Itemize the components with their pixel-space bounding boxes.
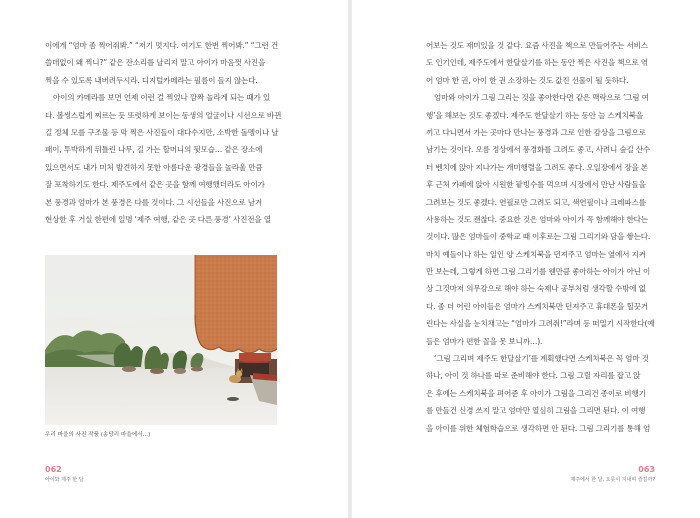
- text-line: 아이의 카메라를 보면 언제 이런 걸 찍었나 깜짝 놀라게 되는 때가 있: [53, 93, 271, 103]
- text-line: 만 보는데, 그렇게 하면 그림 그리기를 웬만큼 좋아하는 아이가 아닌 이: [426, 267, 651, 277]
- text-line: 현상한 후 거실 한편에 일명 ‘제주 여행, 같은 곳 다른 풍경’ 사진전을 열: [45, 214, 271, 224]
- page-number: 062: [45, 465, 62, 474]
- text-line: 들은 엄마가 편한 꼴을 못 보니까…).: [426, 336, 543, 346]
- text-line: 행’을 해보는 것도 좋겠다. 제주도 한달살기 하는 동안 늘 스케치북을: [426, 110, 644, 120]
- right-body-text: [426, 37, 654, 437]
- text-line: 있으면서도 내가 미처 발견하지 못한 아름다운 광경들을 놀라울 만큼: [45, 162, 263, 172]
- village-photo-image: [45, 255, 277, 425]
- text-line: 어보는 것도 재미있을 것 같다. 요즘 사진을 책으로 만들어주는 서비스: [426, 41, 648, 50]
- text-line: 끼고 다니면서 가는 곳마다 만나는 풍경과 그로 인한 감상을 그림으로: [426, 127, 646, 137]
- running-head: 제주에서 한 달, 오롯이 지내며 즐길까?: [570, 477, 655, 483]
- village-photo: [45, 255, 277, 425]
- text-line: 남기는 것이다. 오름 정상에서 풍경화를 그려도 좋고, 사려니 숲길 산수: [426, 145, 651, 155]
- text-line: 상 그것마저 의무감으로 해야 하는 숙제나 공부처럼 생각할 수밖에 없: [426, 284, 646, 294]
- text-line: 길 정체 모를 구조물 등 막 찍은 사진들이 대다수지만, 소박한 돌멩이나 날: [45, 127, 279, 137]
- photo-caption: 우리 마을의 사진 작품 (송당리 마을에서…): [45, 432, 151, 438]
- text-line: 을 아이를 위한 체험학습으로 생각하면 안 된다. 그림 그리기를 통해 엄: [426, 423, 651, 433]
- text-line: 패이, 투박하게 뒤틀린 나무, 길 가는 할머니의 뒷모습… 같은 장소에: [45, 145, 263, 155]
- text-line: 쓸데없이 왜 찍니?” 같은 잔소리를 날리지 말고 아이가 마음껏 사진을: [45, 58, 266, 68]
- text-line: 찍을 수 있도록 내버려두시라. 디지털카메라는 필름이 들지 않는다.: [45, 75, 258, 85]
- text-line: 어 엄마 한 권, 아이 한 권 소장하는 것도 값진 선물이 될 듯하다.: [426, 75, 629, 85]
- page-number: 063: [638, 465, 655, 474]
- text-line: 다. 좀 더 어린 아이들은 엄마가 스케치북만 던져주고 휴대폰을 힐끗거: [426, 301, 648, 311]
- text-line: 를 만들건 신경 쓰지 말고 엄마만 열심히 그림을 그리면 된다. 이 여행: [426, 406, 646, 416]
- text-line: 잘 포착하기도 한다. 제주도에서 같은 곳을 함께 여행했더라도 아이가: [45, 180, 265, 190]
- text-line: 마치 예들이나 하는 일인 양 스케치북을 던져주고 엄마는 옆에서 지켜: [426, 249, 646, 259]
- text-line: 이에게 “엄마 좀 찍어줘봐.” “저기 멋지다. 여기도 한번 찍어봐.” “그런 건: [45, 41, 278, 50]
- text-line: 엄마와 아이가 그림 그리는 것을 좋아한다면 같은 맥락으로 ‘그림 여: [434, 93, 649, 103]
- right-page: [350, 0, 700, 518]
- text-line: 후 근처 카페에 앉아 시원한 팥빙수를 먹으며 시장에서 만난 사람들을: [426, 180, 646, 190]
- text-line: 린다는 사실을 눈치채고는 “엄마가 그려줘!”라며 등 떠밀기 시작한다(예: [426, 319, 655, 329]
- left-body-text: [45, 37, 281, 228]
- text-line: 터 벤치에 앉아 지나가는 개미행렬을 그려도 좋다. 오일장에서 장을 본: [426, 162, 648, 172]
- text-line: 은 후에는 스케치북을 펴어준 후 아이가 그림을 그리건 종이로 비행기: [426, 388, 646, 398]
- text-line: ‘그림 그리며 제주도 한달살기’를 계획했다면 스케치북은 꼭 엄마 것: [434, 354, 649, 364]
- text-line: 것이다. 많은 엄마들이 중학교 때 이후로는 그림 그리기와 담을 쌓는다.: [426, 232, 651, 242]
- running-head: 아이와 제주 한 달: [45, 477, 84, 483]
- text-line: 도 인기인데, 제주도에서 한달살기를 하는 동안 찍은 사진을 책으로 엮: [426, 58, 648, 68]
- text-line: 다. 볼썽스럽게 찌르는 듯 또렷하게 보이는 동생의 얼굴이나 시선으로 바뀐: [45, 110, 282, 120]
- text-line: 본 풍경과 엄마가 본 풍경은 다를 것이다. 그 시선들을 사진으로 남겨: [45, 197, 263, 207]
- text-line: 하나, 아이 것 하나를 따로 준비해야 한다. 그림 그릴 자리를 잡고 앉: [426, 371, 641, 381]
- text-line: 사용하는 것도 괜찮다. 중요한 것은 엄마와 아이가 꼭 함께해야 한다는: [426, 214, 648, 224]
- text-line: 그려보는 것도 좋겠다. 연필로만 그려도 되고, 색연필이나 크레파스를: [426, 197, 646, 207]
